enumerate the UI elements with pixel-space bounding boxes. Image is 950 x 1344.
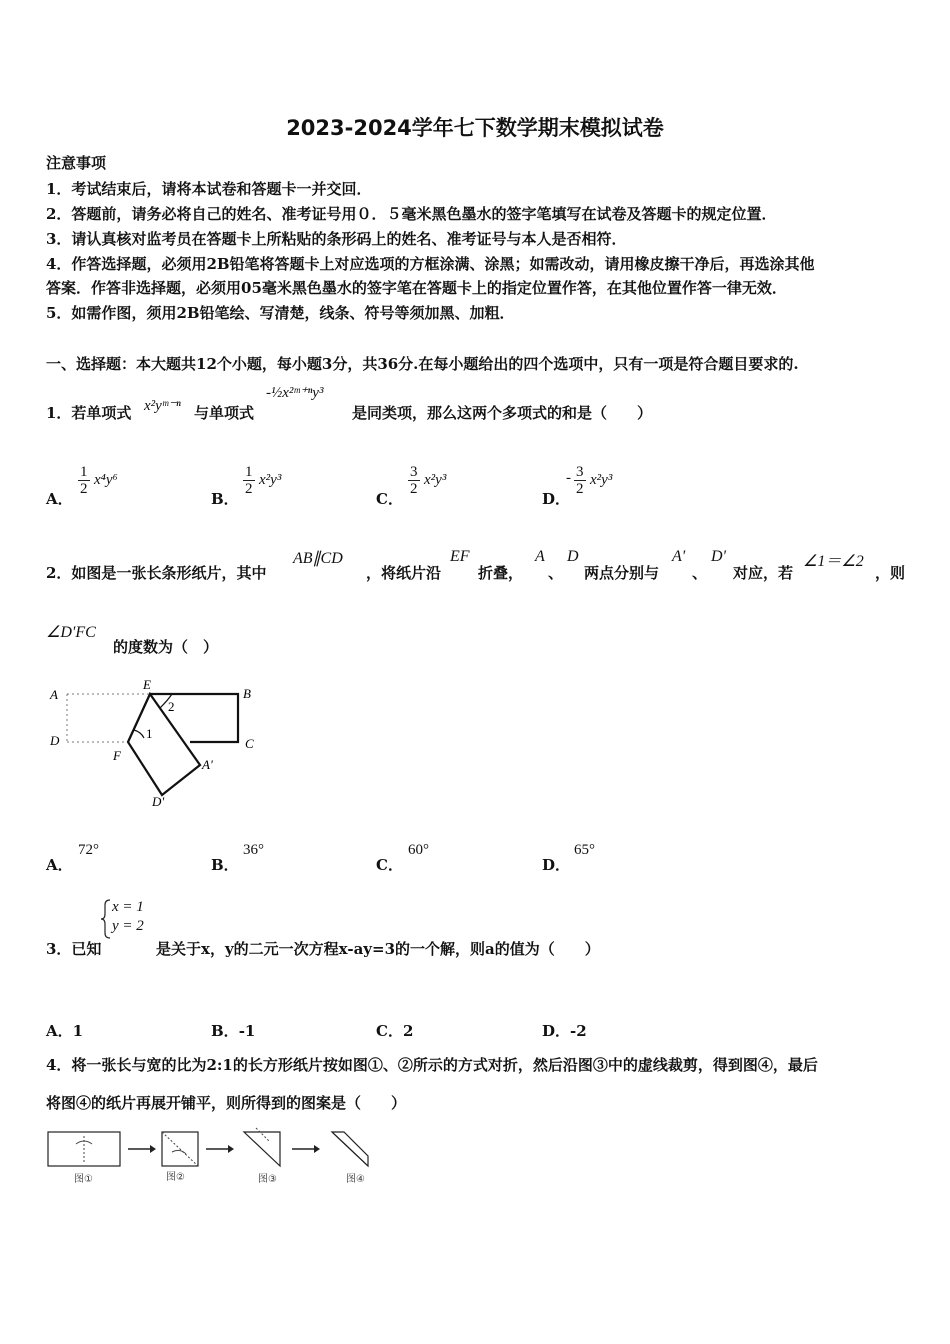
fig2-label: 图② — [166, 1172, 185, 1183]
label-angle-2: 2 — [168, 699, 175, 714]
notice-item: 3．请认真核对监考员在答题卡上所粘贴的条形码上的姓名、准考证号与本人是否相符． — [46, 230, 627, 248]
q3-option-a[interactable] — [46, 1020, 83, 1041]
option-expression: x²y³ — [424, 472, 447, 488]
label-f: F — [113, 748, 121, 763]
notice-item: 2．答题前，请务必将自己的姓名、准考证号用０．５毫米黑色墨水的签字笔填写在试卷及答题卡的规定位置． — [46, 205, 777, 223]
option-value: 1 — [72, 1022, 84, 1040]
option-label: B． — [211, 490, 239, 508]
fraction-numerator: 1 — [245, 464, 253, 480]
q3-text-2: 是关于x，y的二元一次方程x-ay=3的一个解，则a的值为（ ） — [156, 940, 600, 958]
fraction — [574, 464, 586, 497]
q3-option-b[interactable] — [211, 1020, 255, 1041]
option-expression: x²y³ — [259, 472, 282, 488]
option-value: -2 — [570, 1022, 587, 1040]
fraction-denominator: 2 — [576, 481, 584, 497]
equation-x: x = 1 — [112, 899, 144, 915]
option-label: A． — [46, 490, 73, 508]
option-value: 65° — [574, 842, 595, 858]
label-e: E — [143, 677, 151, 692]
q2-condition: ∠1＝∠2 — [803, 553, 864, 570]
option-label: C． — [376, 1022, 403, 1040]
fig1-label: 图① — [74, 1174, 93, 1185]
option-label: B． — [211, 856, 239, 874]
q1-monomial-2: -½x²ᵐ⁺ⁿy³ — [266, 385, 324, 401]
fig3-cut-line — [256, 1128, 270, 1142]
fig2-fold-arrow — [172, 1150, 186, 1154]
equation-y: y = 2 — [112, 918, 144, 934]
fig3-triangle — [244, 1132, 280, 1166]
label-c: C — [245, 736, 254, 751]
q1-text-2: 与单项式 — [194, 404, 255, 422]
option-value: 72° — [78, 842, 99, 858]
option-value: 36° — [243, 842, 264, 858]
q2-text-5: 对应，若 — [733, 564, 794, 582]
label-d: D — [50, 733, 60, 748]
label-b: B — [243, 686, 251, 701]
fraction — [78, 464, 90, 497]
q1-monomial-1: x²yᵐ⁻ⁿ — [144, 398, 181, 414]
q2-text-1: 2．如图是一张长条形纸片，其中 — [46, 564, 267, 582]
angle-1-arc — [134, 730, 144, 738]
q2-angle: ∠D'FC — [46, 624, 96, 641]
fraction-denominator: 2 — [410, 481, 418, 497]
q2-text-6: ，则 — [875, 564, 906, 582]
label-a: A — [50, 687, 58, 702]
q2-a-prime: A' — [672, 548, 686, 565]
fig1-fold-arrow — [76, 1141, 92, 1144]
q2-a: A — [535, 548, 545, 565]
q3-text-1: 3．已知 — [46, 940, 102, 958]
q2-d: D — [567, 548, 579, 565]
fraction — [243, 464, 255, 497]
option-expression: x²y³ — [590, 472, 613, 488]
strip-right-part — [150, 694, 238, 742]
option-label: D． — [542, 1022, 571, 1040]
q4-paper-folding-figures — [44, 1124, 384, 1188]
fraction-denominator: 2 — [80, 481, 88, 497]
left-brace — [100, 899, 112, 939]
q2-sep: 、 — [548, 564, 564, 582]
fraction-numerator: 1 — [80, 464, 88, 480]
q1-text-3: 是同类项，那么这两个多项式的和是（ ） — [352, 404, 653, 422]
fig4-edge — [332, 1132, 368, 1166]
q4-text-2: 将图④的纸片再展开铺平，则所得到的图案是（ ） — [46, 1094, 407, 1112]
label-angle-1: 1 — [146, 726, 153, 741]
fig4-label: 图④ — [346, 1174, 365, 1185]
notice-item: 5．如需作图，须用2B铅笔绘、写清楚，线条、符号等须加黑、加粗． — [46, 304, 515, 322]
notice-item: 答案．作答非选择题，必须用05毫米黑色墨水的签字笔在答题卡上的指定位置作答，在其他位置作答一律无效． — [46, 279, 787, 297]
q1-text-1: 1．若单项式 — [46, 404, 132, 422]
q2-text-7: 的度数为（ ） — [113, 638, 219, 656]
option-label: B． — [211, 1022, 239, 1040]
label-d-prime: D' — [152, 794, 165, 809]
fraction-denominator: 2 — [245, 481, 253, 497]
option-label: D． — [542, 856, 571, 874]
q2-ef: EF — [450, 548, 470, 565]
q4-text-1: 4．将一张长与宽的比为2:1的长方形纸片按如图①、②所示的方式对折，然后沿图③中的虚线裁剪，得到图④，最后 — [46, 1056, 818, 1074]
notice-item: 4．作答选择题，必须用2B铅笔将答题卡上对应选项的方框涂满、涂黑；如需改动，请用橡皮擦干净后，再选涂其他 — [46, 255, 815, 273]
section-heading: 一、选择题：本大题共12个小题，每小题3分，共36分.在每小题给出的四个选项中，只有一项是符合题目要求的. — [46, 355, 799, 373]
fig2-fold-line — [162, 1132, 198, 1166]
option-label: D． — [542, 490, 571, 508]
q2-d-prime: D' — [711, 548, 726, 565]
arrow-2-head — [228, 1145, 234, 1153]
option-value: 60° — [408, 842, 429, 858]
option-label: C． — [376, 490, 403, 508]
q3-option-c[interactable] — [376, 1020, 413, 1041]
q3-option-d[interactable] — [542, 1020, 587, 1041]
option-value: 2 — [402, 1022, 414, 1040]
option-label: A． — [46, 1022, 73, 1040]
q2-folding-figure — [40, 672, 280, 812]
option-label: C． — [376, 856, 403, 874]
q2-sep2: 、 — [692, 564, 708, 582]
negative-sign: - — [566, 470, 571, 486]
page-title: 2023-2024学年七下数学期末模拟试卷 — [286, 116, 664, 140]
arrow-3-head — [314, 1145, 320, 1153]
q2-parallel: AB∥CD — [293, 550, 343, 567]
option-expression: x⁴y⁶ — [94, 472, 118, 488]
option-value: -1 — [238, 1022, 256, 1040]
q2-text-2: ，将纸片沿 — [366, 564, 442, 582]
label-a-prime: A' — [202, 757, 213, 772]
fraction — [408, 464, 420, 497]
fig3-label: 图③ — [258, 1174, 277, 1185]
notice-heading: 注意事项 — [46, 154, 107, 172]
option-label: A． — [46, 856, 73, 874]
folded-part — [128, 694, 200, 795]
arrow-1-head — [150, 1145, 156, 1153]
notice-item: 1．考试结束后，请将本试卷和答题卡一并交回． — [46, 180, 372, 198]
q2-text-3: 折叠， — [478, 564, 524, 582]
q2-text-4: 两点分别与 — [584, 564, 660, 582]
fraction-numerator: 3 — [410, 464, 418, 480]
fraction-numerator: 3 — [576, 464, 584, 480]
